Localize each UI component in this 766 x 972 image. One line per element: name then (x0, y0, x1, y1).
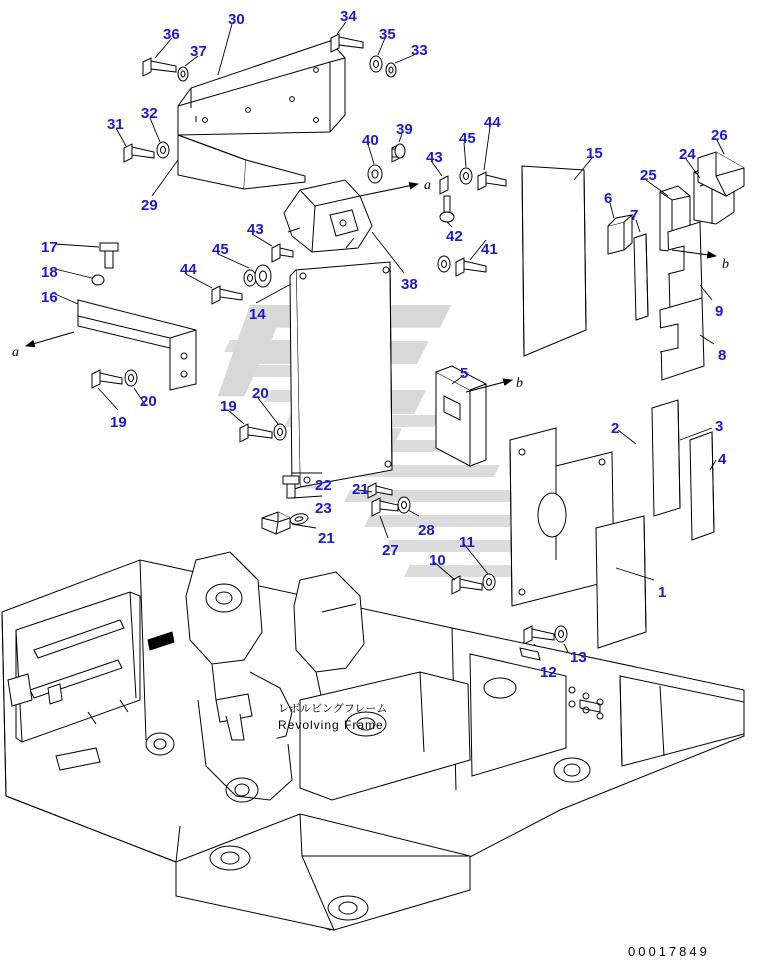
callout-16: 16 (41, 289, 58, 306)
callout-1: 1 (658, 584, 667, 601)
callout-29: 29 (141, 197, 158, 214)
callout-24: 24 (679, 146, 696, 163)
part-4-strip (690, 432, 714, 540)
part-8-plate (660, 298, 704, 380)
callout-38: 38 (401, 276, 418, 293)
part-34-bolt (331, 34, 363, 52)
callout-17: 17 (41, 239, 58, 256)
section-label-a-left: a (12, 345, 19, 360)
part-43-bolt-left (272, 244, 293, 262)
callout-6: 6 (604, 190, 613, 207)
part-19-bolt-left (92, 370, 122, 388)
callout-5: 5 (460, 365, 469, 382)
part-31-bolt (124, 144, 154, 162)
part-44-bolt-right (478, 172, 506, 190)
callout-36: 36 (163, 26, 180, 43)
callout-43-right: 43 (426, 149, 443, 166)
callout-23: 23 (315, 500, 332, 517)
callout-32: 32 (141, 105, 158, 122)
callout-28: 28 (418, 522, 435, 539)
callout-26: 26 (711, 127, 728, 144)
callout-25: 25 (640, 167, 657, 184)
section-label-a-top: a (424, 178, 431, 193)
callout-35: 35 (379, 26, 396, 43)
callout-20-left: 20 (140, 393, 157, 410)
drawing-number: 00017849 (628, 944, 710, 959)
section-label-b-right: b (722, 257, 729, 272)
part-10-bolt (452, 576, 482, 594)
part-32-washer (157, 142, 169, 158)
part-6-block (608, 215, 632, 254)
callout-37: 37 (190, 43, 207, 60)
part-35-washer (370, 56, 382, 72)
part-11-washer (483, 574, 495, 590)
part-3-strip (652, 400, 680, 516)
callout-33: 33 (411, 42, 428, 59)
part-43-bolt-right (440, 176, 454, 222)
part-29-bracket (178, 135, 305, 189)
part-33-washer (386, 63, 396, 77)
callout-3: 3 (715, 418, 724, 435)
part-23-clamp (262, 512, 290, 534)
part-7-strip (634, 234, 648, 320)
part-36-bolt (143, 58, 176, 76)
callout-43-left: 43 (247, 221, 264, 238)
callout-44-left: 44 (180, 261, 197, 278)
callout-41: 41 (481, 241, 498, 258)
caption-english: Revolving Frame (278, 718, 384, 732)
callout-12: 12 (540, 664, 557, 681)
callout-10: 10 (429, 552, 446, 569)
part-40-washer (368, 165, 382, 183)
callout-45-right: 45 (459, 130, 476, 147)
callout-31: 31 (107, 116, 124, 133)
part-45-washer-left (244, 270, 256, 286)
part-19-bolt-right (240, 424, 272, 442)
part-45-ring-left (255, 265, 271, 287)
part-39-bolt (392, 144, 405, 162)
part-12-bolt (524, 626, 554, 644)
callout-27: 27 (382, 542, 399, 559)
part-14-panel (290, 262, 392, 490)
callout-21-right: 21 (352, 481, 369, 498)
part-45-washer-right (460, 168, 472, 184)
callout-18: 18 (41, 264, 58, 281)
callout-7: 7 (630, 207, 639, 224)
part-15-panel (522, 166, 586, 356)
callout-15: 15 (586, 145, 603, 162)
part-9-plate (668, 222, 702, 312)
part-20-washer-right (274, 424, 286, 440)
callout-40: 40 (362, 132, 379, 149)
part-20-washer-left (125, 370, 137, 386)
callout-39: 39 (396, 121, 413, 138)
callout-45-left: 45 (212, 241, 229, 258)
callout-4: 4 (718, 451, 727, 468)
part-18-washer (92, 275, 104, 285)
callout-34: 34 (340, 8, 357, 25)
callout-19-left: 19 (110, 414, 127, 431)
callout-13: 13 (570, 649, 587, 666)
callout-19-right: 19 (220, 398, 237, 415)
callout-9: 9 (715, 303, 724, 320)
part-41-bolt (456, 258, 486, 276)
part-38-bracket (284, 180, 372, 252)
section-label-b-center: b (516, 376, 523, 391)
callout-14: 14 (249, 306, 266, 323)
part-42-washer (438, 256, 450, 272)
part-2-panel (596, 516, 646, 648)
part-44-bolt-left (212, 286, 242, 304)
callout-42: 42 (446, 228, 463, 245)
callout-2: 2 (611, 420, 620, 437)
part-17-bolt (100, 243, 118, 268)
callout-44-right: 44 (484, 114, 501, 131)
callout-30: 30 (228, 11, 245, 28)
callout-11: 11 (459, 534, 475, 551)
part-37-washer (178, 67, 188, 81)
callout-21-left: 21 (318, 530, 335, 547)
part-13-washer (555, 626, 567, 642)
callout-22: 22 (315, 477, 332, 494)
caption-japanese: レボルビングフレーム (278, 702, 388, 715)
callout-20-right: 20 (252, 385, 269, 402)
callout-8: 8 (718, 347, 727, 364)
